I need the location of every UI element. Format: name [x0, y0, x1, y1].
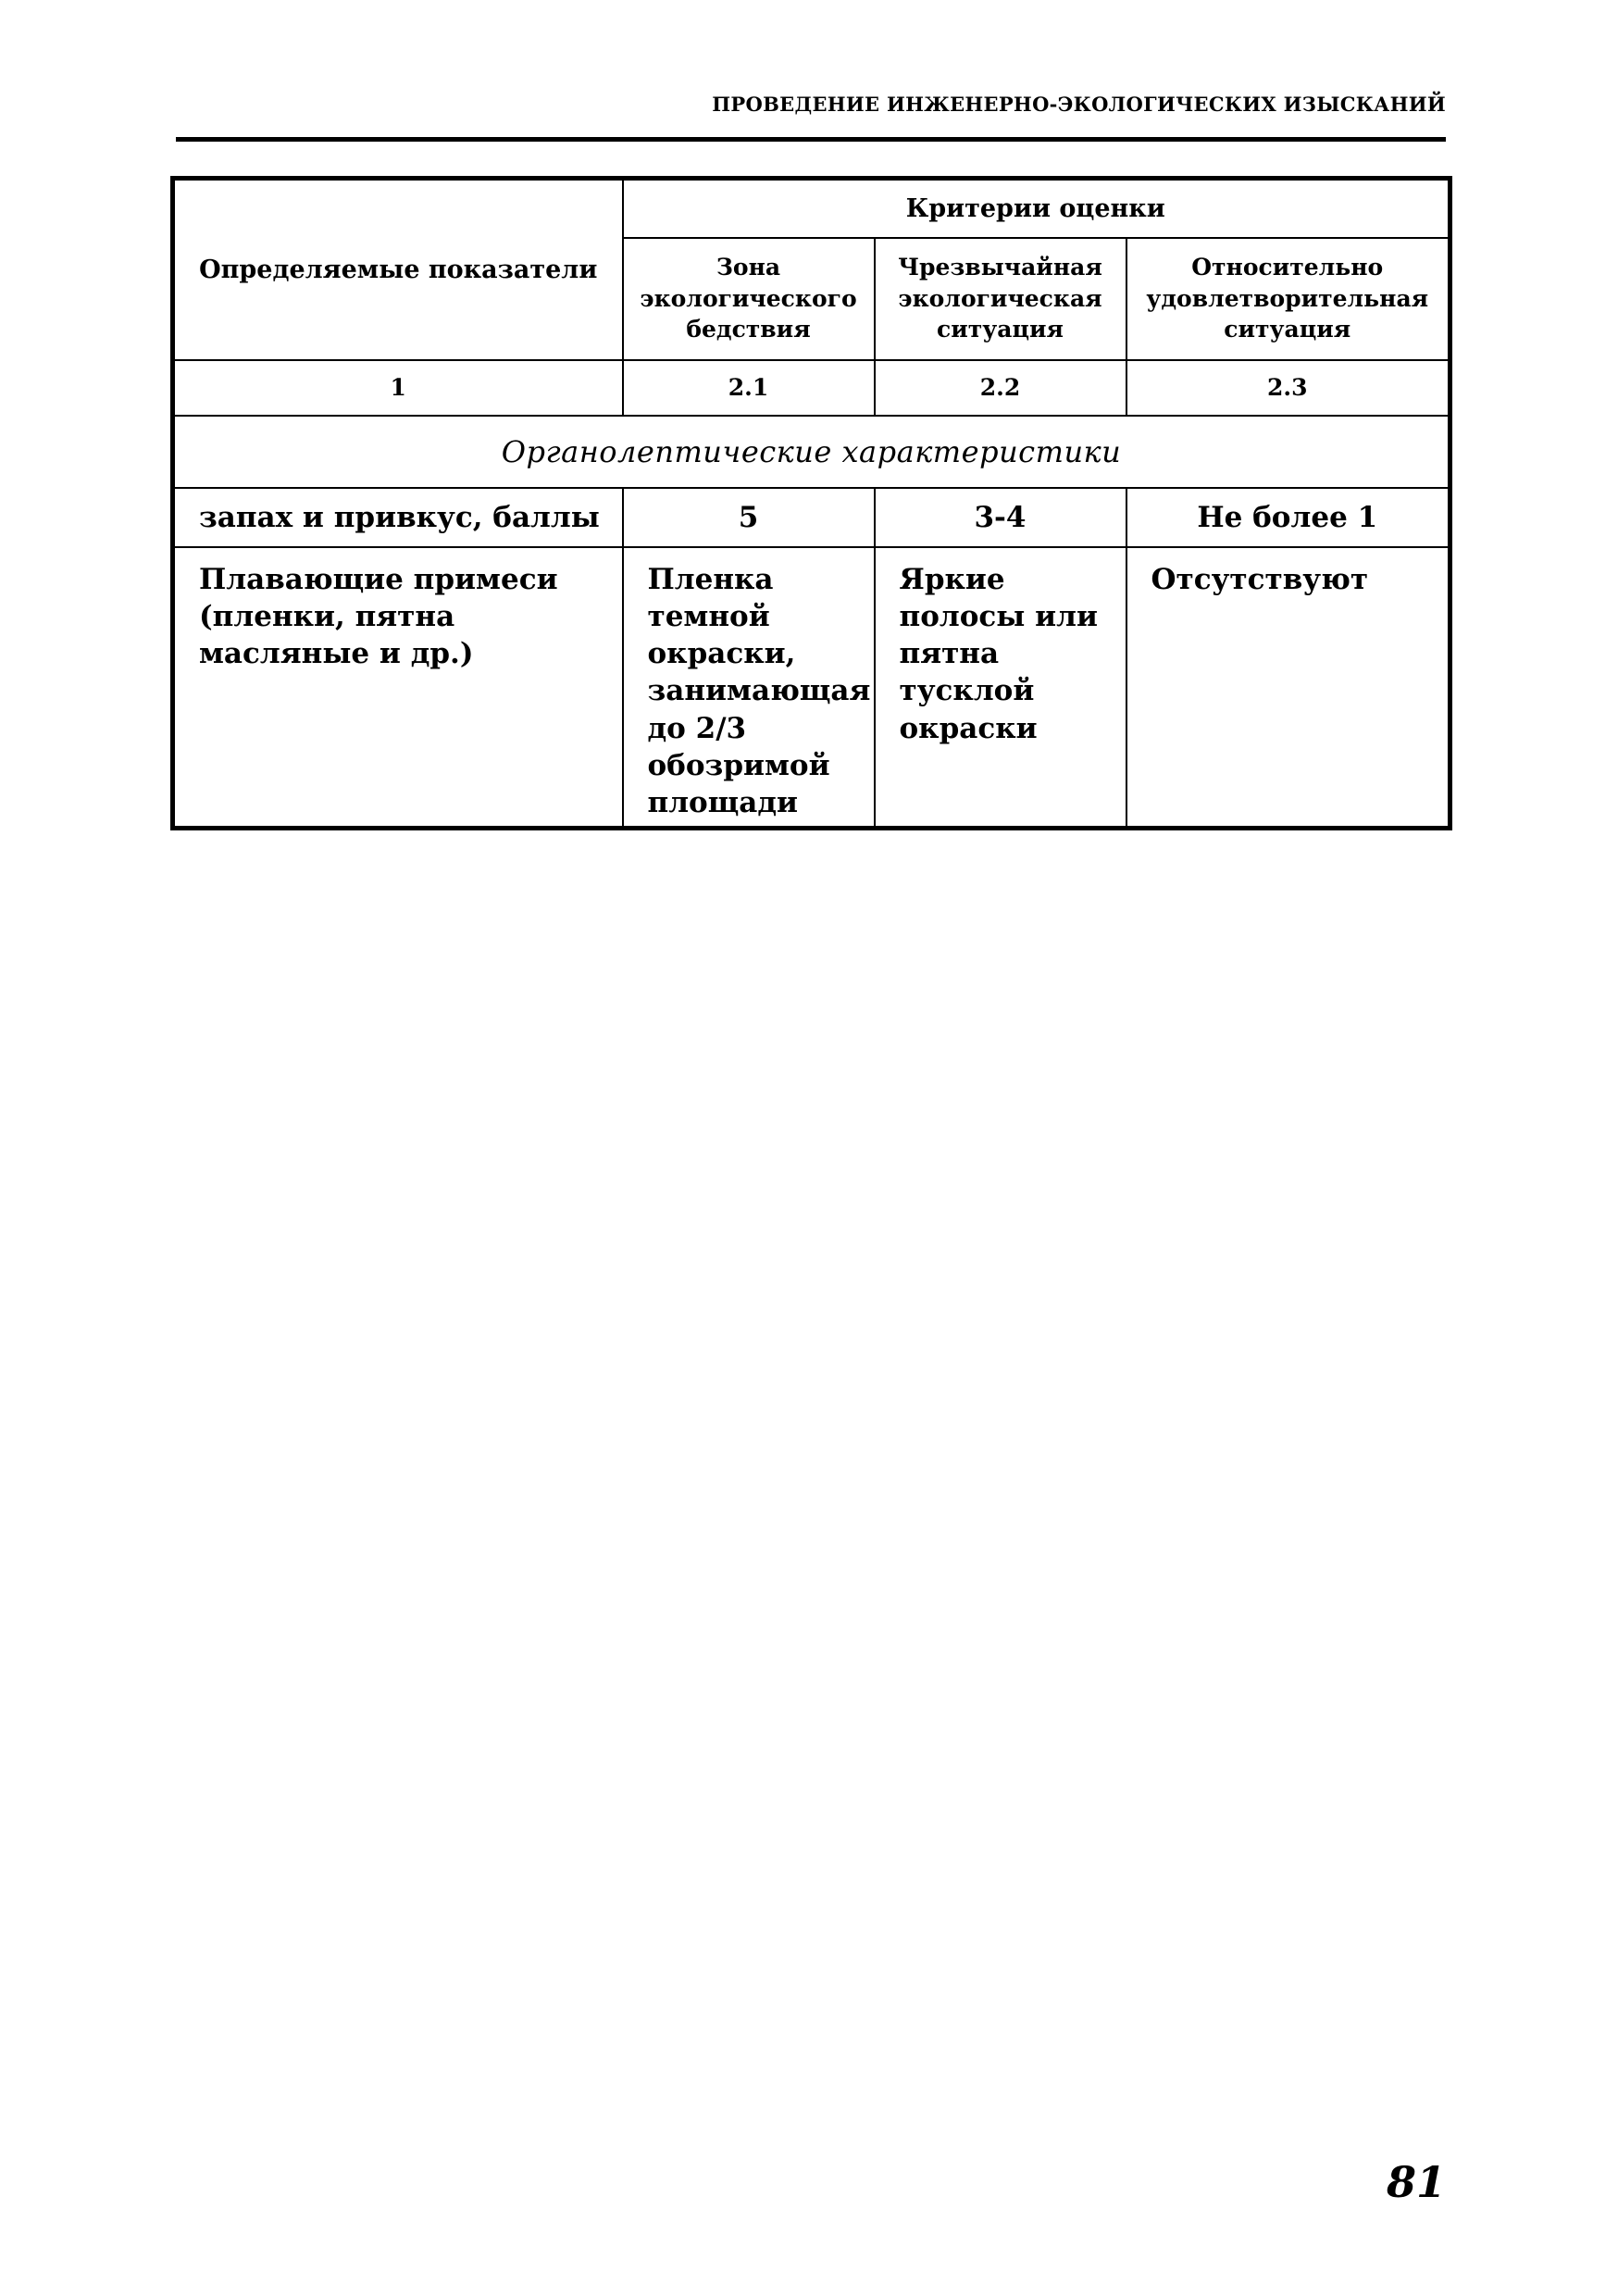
value-cell: Яркие полосы или пятна тусклой окраски: [875, 547, 1126, 829]
header-row-1: [173, 179, 1450, 238]
column-number: 2.1: [623, 360, 875, 416]
header-rule: [176, 137, 1446, 142]
indicator-cell: запах и привкус, баллы: [173, 488, 623, 547]
subheader-satisfactory: Относительно удовлетворительная ситуация: [1126, 238, 1450, 360]
running-head: ПРОВЕДЕНИЕ ИНЖЕНЕРНО-ЭКОЛОГИЧЕСКИХ ИЗЫСКАНИЙ: [712, 93, 1446, 116]
value-cell: Пленка темной окраски, занимающая до 2/3 обозримой площади: [623, 547, 875, 829]
column-number-row: [173, 360, 1450, 416]
header-criteria: Критерии оценки: [623, 179, 1450, 238]
value-cell: 3-4: [875, 488, 1126, 547]
section-row: [173, 416, 1450, 488]
value-cell: 5: [623, 488, 875, 547]
table-row: [173, 488, 1450, 547]
indicator-cell: Плавающие примеси (пленки, пятна масляные и др.): [173, 547, 623, 829]
page-number: 81: [1386, 2157, 1446, 2207]
value-cell: Отсутствуют: [1126, 547, 1450, 829]
header-indicators: Определяемые показатели: [173, 179, 623, 360]
column-number: 2.2: [875, 360, 1126, 416]
criteria-table: [170, 176, 1452, 830]
table-row: [173, 547, 1450, 829]
value-cell: Не более 1: [1126, 488, 1450, 547]
column-number: 1: [173, 360, 623, 416]
subheader-emergency: Чрезвычайная экологическая ситуация: [875, 238, 1126, 360]
section-title: Органолептические характеристики: [173, 416, 1450, 488]
subheader-disaster-zone: Зона экологического бедствия: [623, 238, 875, 360]
column-number: 2.3: [1126, 360, 1450, 416]
